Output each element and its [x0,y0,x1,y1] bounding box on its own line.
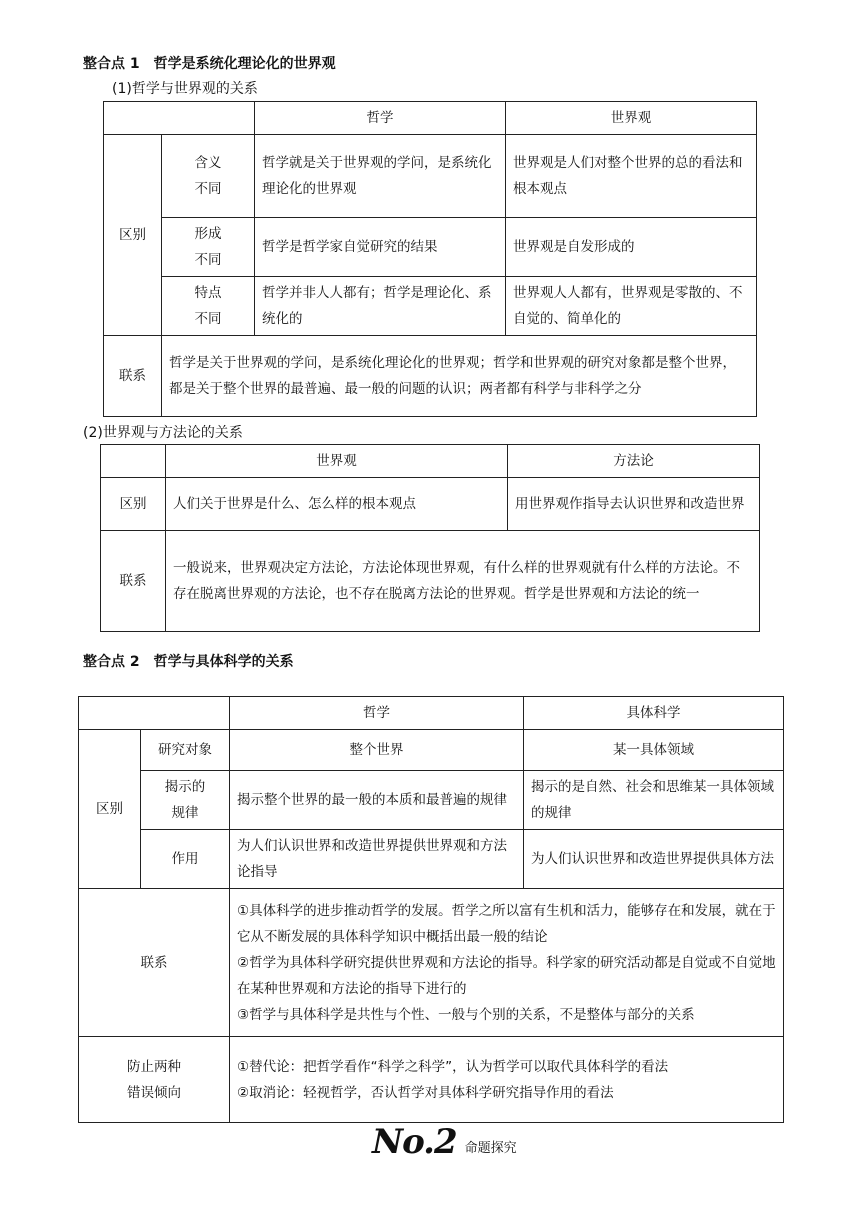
table2-link-text: 一般说来，世界观决定方法论，方法论体现世界观，有什么样的世界观就有什么样的方法论。不存在脱离世界观的方法论，也不存在脱离方法论的世界观。哲学是世界观和方法论的统一 [166,531,760,632]
table2-diff-worldview: 人们关于世界是什么、怎么样的根本观点 [166,478,508,531]
table1-header-worldview: 世界观 [506,102,757,135]
table1-row-label: 特点 不同 [162,277,255,336]
section2-heading: 整合点 2 哲学与具体科学的关系 [83,654,294,670]
prevent-item: ②取消论：轻视哲学，否认哲学对具体科学研究指导作用的看法 [237,1084,614,1101]
table1-header-philosophy: 哲学 [255,102,506,135]
table1-group-label-difference: 区别 [104,135,162,336]
philosophy-worldview-table [103,101,757,417]
table2-diff-methodology: 用世界观作指导去认识世界和改造世界 [508,478,760,531]
table3-cell: 为人们认识世界和改造世界提供世界观和方法论指导 [230,830,524,889]
link-item: ①具体科学的进步推动哲学的发展。哲学之所以富有生机和活力，能够存在和发展，就在于它从不断发展的具体科学知识中概括出最一般的结论 [237,902,776,945]
link-item: ②哲学为具体科学研究提供世界观和方法论的指导。科学家的研究活动都是自觉或不自觉地在某种世界观和方法论的指导下进行的 [237,954,776,997]
table2-corner-cell [101,445,166,478]
table3-prevent-label: 防止两种 错误倾向 [79,1037,230,1123]
table1-cell: 哲学是哲学家自觉研究的结果 [255,218,506,277]
subsection2-title: (2)世界观与方法论的关系 [83,425,243,441]
table3-cell: 揭示整个世界的最一般的本质和最普遍的规律 [230,771,524,830]
table3-row-label: 研究对象 [141,730,230,771]
table1-corner-cell [104,102,255,135]
prevent-item: ①替代论：把哲学看作“科学之科学”，认为哲学可以取代具体科学的看法 [237,1058,669,1075]
table2-diff-label: 区别 [101,478,166,531]
table1-cell: 世界观人人都有，世界观是零散的、不自觉的、简单化的 [506,277,757,336]
table2-header-methodology: 方法论 [508,445,760,478]
footer-label: 命题探究 [464,1141,517,1156]
table1-link-label: 联系 [104,336,162,417]
link-item: ③哲学与具体科学是共性与个性、一般与个别的关系，不是整体与部分的关系 [237,1006,695,1023]
section1-heading: 整合点 1 哲学是系统化理论化的世界观 [83,56,336,72]
table3-header-science: 具体科学 [524,697,784,730]
table3-row-label: 揭示的 规律 [141,771,230,830]
worldview-methodology-table [100,444,760,632]
subsection1-title: (1)哲学与世界观的关系 [112,81,258,97]
table1-cell: 世界观是自发形成的 [506,218,757,277]
table3-row-label: 作用 [141,830,230,889]
table2-header-worldview: 世界观 [166,445,508,478]
table1-row-label: 含义 不同 [162,135,255,218]
table3-corner-cell [79,697,230,730]
table3-cell: 某一具体领域 [524,730,784,771]
table3-link-content [230,889,784,1037]
table3-link-label: 联系 [79,889,230,1037]
table3-header-philosophy: 哲学 [230,697,524,730]
table1-cell: 世界观是人们对整个世界的总的看法和根本观点 [506,135,757,218]
table3-cell: 整个世界 [230,730,524,771]
table1-link-text: 哲学是关于世界观的学问，是系统化理论化的世界观；哲学和世界观的研究对象都是整个世界，都是关于整个世界的最普遍、最一般的问题的认识；两者都有科学与非科学之分 [162,336,757,417]
table2-link-label: 联系 [101,531,166,632]
footer-section-marker [372,1122,517,1162]
table1-cell: 哲学并非人人都有；哲学是理论化、系统化的 [255,277,506,336]
philosophy-science-table [78,696,784,1123]
footer-number: No.2 [372,1122,457,1162]
table3-cell: 揭示的是自然、社会和思维某一具体领域的规律 [524,771,784,830]
table3-prevent-content [230,1037,784,1123]
table1-cell: 哲学就是关于世界观的学问，是系统化理论化的世界观 [255,135,506,218]
table3-group-label-difference: 区别 [79,730,141,889]
table1-row-label: 形成 不同 [162,218,255,277]
table3-cell: 为人们认识世界和改造世界提供具体方法 [524,830,784,889]
